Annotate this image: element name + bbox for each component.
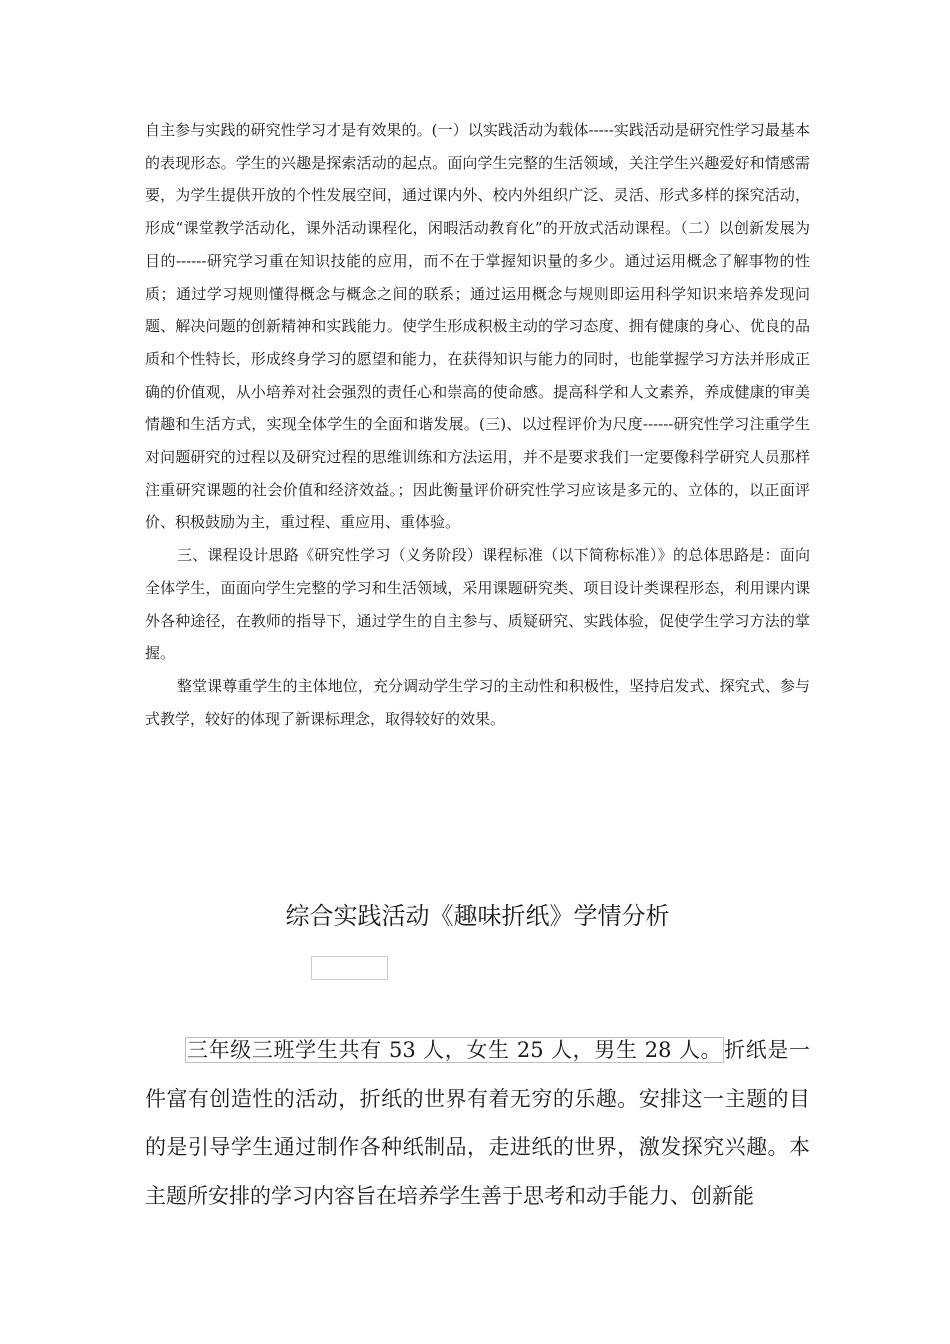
empty-text-box: [311, 956, 388, 980]
analysis-body: 折纸是一件富有创造性的活动，折纸的世界有着无穷的乐趣。安排这一主题的目的是引导学生通过制作各种纸制品，走进纸的世界，激发探究兴趣。本主题所安排的学习内容旨在培养学生善于思考和动手能力、创新能: [145, 1038, 810, 1208]
paragraph-course-design: 三、课程设计思路《研究性学习（义务阶段）课程标准（以下简称标准）》的总体思路是：面向全体学生，面面向学生完整的学习和生活领域，采用课题研究类、项目设计类课程形态，利用课内课外各种途径，在教师的指导下，通过学生的自主参与、质疑研究、实践体验，促使学生学习方法的掌握。: [145, 546, 810, 663]
analysis-text: [145, 1026, 810, 1220]
class-statistics-highlight: 三年级三班学生共有 53 人，女生 25 人，男生 28 人。: [187, 1038, 723, 1062]
body-text: [145, 114, 810, 735]
section-title: 综合实践活动《趣味折纸》学情分析: [285, 902, 670, 930]
analysis-paragraph: [145, 1026, 810, 1220]
paragraph-research-learning: 自主参与实践的研究性学习才是有效果的。(一）以实践活动为载体-----实践活动是研究性学习最基本的表现形态。学生的兴趣是探索活动的起点。面向学生完整的生活领域，关注学生兴趣爱好和情感需要，为学生提供开放的个性发展空间，通过课内外、校内外组织广泛、灵活、形式多样的探究活动，形成“课堂教学活动化，课外活动课程化，闲暇活动教育化”的开放式活动课程。（二）以创新发展为目的------研究学习重在知识技能的应用，而不在于掌握知识量的多少。通过运用概念了解事物的性质；通过学习规则懂得概念与概念之间的联系；通过运用概念与规则即运用科学知识来培养发现问题、解决问题的创新精神和实践能力。使学生形成积极主动的学习态度、拥有健康的身心、优良的品质和个性特长，形成终身学习的愿望和能力，在获得知识与能力的同时，也能掌握学习方法并形成正确的价值观，从小培养对社会强烈的责任心和崇高的使命感。提高科学和人文素养，养成健康的审美情趣和生活方式，实现全体学生的全面和谐发展。(三)、以过程评价为尺度------研究性学习注重学生对问题研究的过程以及研究过程的思维训练和方法运用，并不是要求我们一定要像科学研究人员那样注重研究课题的社会价值和经济效益。；因此衡量评价研究性学习应该是多元的、立体的，以正面评价、积极鼓励为主，重过程、重应用、重体验。: [145, 121, 810, 532]
paragraph-lesson-summary: 整堂课尊重学生的主体地位，充分调动学生学习的主动性和积极性，坚持启发式、探究式、参与式教学，较好的体现了新课标理念，取得较好的效果。: [145, 676, 810, 728]
